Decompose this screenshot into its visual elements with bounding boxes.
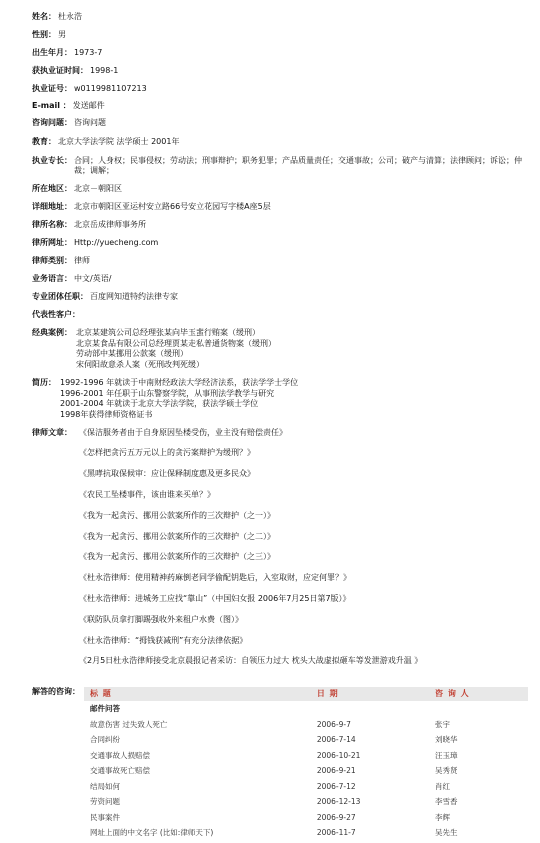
email-row — [32, 101, 528, 111]
website-link[interactable]: Http://yuecheng.com — [74, 238, 159, 247]
clients-row — [32, 310, 528, 320]
question-link[interactable]: 民事案件 — [90, 812, 120, 822]
case-item: 劳动部中某挪用公款案（缓刑） — [76, 349, 188, 358]
firm-value: 北京岳成律师事务所 — [74, 220, 146, 229]
send-email-link[interactable]: 发送邮件 — [72, 101, 105, 110]
gender-row — [32, 30, 528, 40]
table-header-row — [84, 687, 528, 701]
article-link[interactable]: 《怎样把贪污五万元以上的贪污案辩护为缓刑？》 — [79, 448, 255, 457]
cases-section — [32, 328, 528, 370]
license-date-row — [32, 66, 528, 76]
question-person: 张宇 — [435, 719, 451, 729]
specialty-label: 执业专长： — [32, 156, 72, 165]
firm-label: 律所名称： — [32, 220, 72, 229]
consult-row — [32, 118, 528, 128]
education-value: 北京大学法学院 法学硕士 2001年 — [58, 137, 180, 146]
case-item: 北京某食品有限公司总经理贾某走私普通货物案（缓刑） — [76, 338, 276, 348]
table-row — [84, 825, 528, 841]
name-label: 姓名： — [32, 12, 56, 21]
email-label: E-mail ： — [32, 101, 71, 110]
consultations-label: 解答的咨询： — [32, 687, 80, 696]
language-row — [32, 274, 528, 284]
question-link[interactable]: 合同纠纷 — [90, 735, 120, 745]
resume-section — [32, 378, 528, 420]
category-row — [32, 256, 528, 266]
table-row — [84, 763, 528, 779]
category-value: 律师 — [74, 256, 90, 265]
column-header-title: 标 题 — [84, 687, 311, 701]
article-link[interactable]: 《我为一起贪污、挪用公款案所作的三次辩护（之一）》 — [79, 511, 275, 520]
consult-link[interactable]: 咨询问题 — [74, 118, 106, 127]
specialty-row — [32, 156, 528, 176]
question-person: 李雪香 — [435, 797, 458, 807]
question-date: 2006-7-14 — [316, 735, 356, 745]
birth-row — [32, 48, 528, 58]
question-person: 吴先生 — [435, 828, 458, 838]
article-link[interactable]: 《我为一起贪污、挪用公款案所作的三次辩护（之二）》 — [79, 532, 275, 541]
category-label: 邮件问答 — [90, 704, 120, 714]
gender-value: 男 — [58, 30, 66, 39]
table-row — [84, 794, 528, 810]
resume-item: 1998年获得律师资格证书 — [60, 409, 153, 419]
category-row — [84, 701, 528, 717]
table-row — [84, 810, 528, 826]
group-label: 专业团体任职： — [32, 292, 88, 301]
case-item: 北京某建筑公司总经理张某向毕玉蜚行贿案（缓刑） — [76, 328, 260, 337]
name-row — [32, 12, 528, 22]
region-row — [32, 184, 528, 194]
question-link[interactable]: 交通事故人损赔偿 — [90, 750, 150, 760]
table-row — [84, 748, 528, 764]
gender-label: 性别： — [32, 30, 56, 39]
case-item: 宋伺阳故意杀人案（死刑改判死缓） — [76, 359, 204, 369]
consultations-table — [84, 687, 528, 841]
resume-list — [60, 378, 528, 420]
birth-label: 出生年月： — [32, 48, 72, 57]
resume-item: 2001-2004 年就读于北京大学法学院，获法学硕士学位 — [60, 399, 259, 408]
article-link[interactable]: 《保洁服务者由于自身原因坠楼受伤，业主没有赔偿责任》 — [79, 428, 287, 437]
language-label: 业务语言： — [32, 274, 72, 283]
question-link[interactable]: 网址上面的中文名字 (比如:律师天下) — [90, 828, 214, 838]
license-date-value: 1998-1 — [90, 66, 119, 75]
license-date-label: 获执业证时间： — [32, 66, 88, 75]
article-link[interactable]: 《2月5日杜永浩律师接受北京晨报记者采访：自领压力过大 枕头大战虚拟砸车等发泄游戏升温 》 — [79, 656, 423, 665]
region-value: 北京－朝阳区 — [74, 184, 122, 193]
articles-label: 律师文章： — [32, 428, 72, 437]
specialty-value: 合同；人身权；民事侵权；劳动法；刑事辩护；职务犯罪；产品质量责任；交通事故；公司；破产与清算；法律顾问；诉讼；仲裁；调解； — [74, 156, 522, 175]
question-date: 2006-7-12 — [316, 781, 356, 791]
question-person: 汪玉璋 — [435, 750, 458, 760]
group-row — [32, 292, 528, 302]
question-person: 肖红 — [435, 781, 451, 791]
article-link[interactable]: 《联防队员拿打脚踢强收外来租户水费（图）》 — [79, 615, 243, 624]
license-no-row — [32, 84, 528, 94]
article-link[interactable]: 《我为一起贪污、挪用公款案所作的三次辩护（之三）》 — [79, 552, 275, 561]
article-link[interactable]: 《农民工坠楼事件，该由谁来买单？》 — [79, 490, 215, 499]
resume-label: 简历： — [32, 378, 56, 387]
cases-label: 经典案例： — [32, 328, 72, 337]
question-date: 2006-9-7 — [316, 719, 351, 729]
name-value: 杜永浩 — [58, 12, 82, 21]
region-label: 所在地区： — [32, 184, 72, 193]
question-link[interactable]: 结局如何 — [90, 781, 120, 791]
column-header-person: 咨 询 人 — [429, 687, 528, 701]
article-link[interactable]: 《杜永浩律师：进城务工应找“靠山”（中国妇女报 2006年7月25日第7版）》 — [79, 594, 351, 603]
article-link[interactable]: 《杜永浩律师：使用精神药麻倒老同学偷配钥匙后，入室取财，应定何罪？》 — [79, 573, 351, 582]
category-label: 律师类别： — [32, 256, 72, 265]
question-person: 刘晓华 — [435, 735, 458, 745]
resume-item: 1996-2001 年任职于山东警察学院，从事刑法学教学与研究 — [60, 388, 275, 398]
question-date: 2006-11-7 — [316, 828, 356, 838]
question-person: 吴秀贤 — [435, 766, 458, 776]
question-date: 2006-9-21 — [316, 766, 356, 776]
table-row — [84, 717, 528, 733]
group-value: 百度网知道特约法律专家 — [90, 292, 178, 301]
cases-list — [76, 328, 528, 370]
table-row — [84, 732, 528, 748]
clients-label: 代表性客户： — [32, 310, 80, 319]
address-value: 北京市朝阳区亚运村安立路66号安立花园写字楼A座5层 — [74, 202, 271, 211]
education-label: 教育： — [32, 137, 56, 146]
website-row — [32, 238, 528, 248]
website-label: 律所网址： — [32, 238, 72, 247]
question-date: 2006-9-27 — [316, 812, 356, 822]
table-row — [84, 779, 528, 795]
firm-row — [32, 220, 528, 230]
question-person: 李辉 — [435, 812, 451, 822]
address-row — [32, 202, 528, 212]
license-no-label: 执业证号： — [32, 84, 72, 93]
question-link[interactable]: 故意伤害 过失致人死亡 — [90, 719, 168, 729]
language-value: 中文/英语/ — [74, 274, 112, 283]
birth-value: 1973-7 — [74, 48, 103, 57]
question-link[interactable]: 劳资问题 — [90, 797, 120, 807]
address-label: 详细地址： — [32, 202, 72, 211]
question-date: 2006-10-21 — [316, 750, 361, 760]
resume-item: 1992-1996 年就读于中南财经政法大学经济法系，获法学学士学位 — [60, 378, 299, 387]
license-no-value: w0119981107213 — [74, 84, 147, 93]
question-date: 2006-12-13 — [316, 797, 361, 807]
consult-label: 咨询问题： — [32, 118, 72, 127]
column-header-date: 日 期 — [311, 687, 429, 701]
article-link[interactable]: 《黑哮抗取保候审：应让保释制度惠及更多民众》 — [79, 469, 255, 478]
education-row — [32, 137, 528, 147]
question-link[interactable]: 交通事故死亡赔偿 — [90, 766, 150, 776]
article-link[interactable]: 《杜永浩律师：“拇钱获减刑”有充分法律依据》 — [79, 636, 248, 645]
